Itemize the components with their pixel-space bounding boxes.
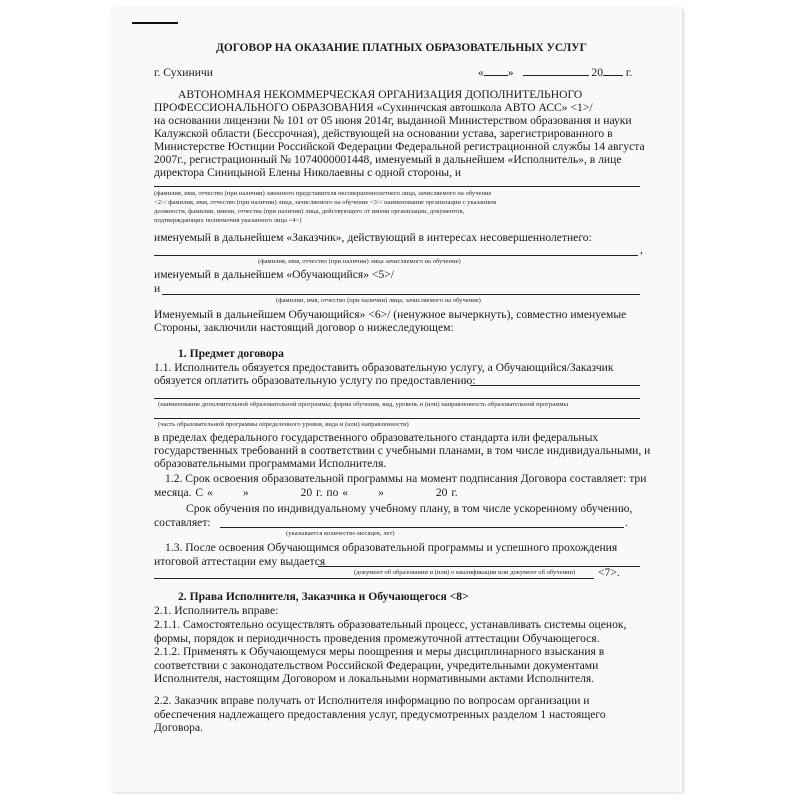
term-dates: месяца. С « » 20 г. по « » 20 г. (154, 486, 458, 499)
s1-p5-line1: 1.3. После освоения Обучающимся образовательной программы и успешного прохождения (165, 541, 618, 554)
s1-p2-line3: образовательными программами Исполнителя. (154, 457, 387, 470)
s1-caption-4: (документ об образовании и (или) о квалификации или документ об обучении) (354, 569, 576, 576)
s2-p22-line3: Договора. (154, 721, 204, 734)
rep-caption-3: должности, фамилии, имени, отчества (при наличии) лица, действующего от имени организации, документов, (154, 208, 465, 215)
section-2-heading: 2. Права Исполнителя, Заказчика и Обучающегося <8> (178, 590, 469, 603)
comma: , (640, 243, 643, 256)
s1-caption-3: (указывается количество месяцев, лет) (286, 530, 395, 537)
s1-p3-line1: 1.2. Срок освоения образовательной программы на момент подписания Договора составляет: три (165, 472, 647, 485)
s1-caption-1: (наименование дополнительной образовательной программы; форма обучения, вид, уровень и (или) направленность образовательной программы (158, 401, 569, 408)
rep-caption-1: (фамилия, имя, отчество (при наличии) законного представителя несовершеннолетнего лица, зачисляемого на обучение (154, 190, 492, 197)
date-field: « » 20 г. (478, 66, 633, 79)
student-line: именуемый в дальнейшем «Обучающийся» <5>/ (154, 268, 395, 281)
s2-p212-line3: Исполнителя, настоящим Договором и локальными нормативными актами Исполнителя. (154, 672, 595, 685)
city: г. Сухиничи (154, 66, 213, 79)
s2-p22-line2: обеспечения надлежащего предоставления услуг, предусмотренных разделом 1 настоящего (154, 708, 606, 721)
student-line-1 (154, 255, 638, 256)
s1-p1-line1: 1.1. Исполнитель обязуется предоставить образовательную услугу, а Обучающийся/Заказчик (154, 361, 614, 374)
org-line-4: Калужской области (Бессрочная), действующей на основании устава, зарегистрированного в (154, 127, 613, 140)
student-caption-2: (фамилии, имя, отчество (при наличии) лица, зачисляемого на обучение) (276, 297, 481, 304)
s1-p4-line2: составляет: (154, 516, 211, 529)
document-blank-1 (318, 566, 640, 567)
s2-p22-line1: 2.2. Заказчик вправе получать от Исполнителя информацию по вопросам организации и (154, 694, 590, 707)
document-title: ДОГОВОР НА ОКАЗАНИЕ ПЛАТНЫХ ОБРАЗОВАТЕЛЬНЫХ УСЛУГ (216, 42, 587, 54)
service-blank-1 (470, 385, 640, 386)
student-line-2 (162, 294, 640, 295)
rep-line (154, 186, 640, 187)
rep-caption-2: <2>/ фамилия, имя, отчество (при наличии) лица, зачисляемого на обучение <3>/ наименование организации с указанием (154, 199, 497, 206)
s1-p2-line2: государственных требований в соответствии с учебными планами, в том числе индивидуальными, и (154, 444, 651, 457)
service-blank-3 (154, 418, 640, 419)
org-line-5: Министерстве Юстиции Российской Федерации Федеральной регистрационной службы 14 августа (154, 140, 645, 153)
s2-p212-line2: соответствии с законодательством Российской Федерации, учредительными документами (154, 659, 599, 672)
section-1-heading: 1. Предмет договора (178, 347, 284, 360)
s1-p5-line2: итоговой аттестации ему выдается (154, 555, 326, 568)
ref-7: <7>. (598, 566, 620, 579)
s2-p212-line1: 2.1.2. Применять к Обучающемуся меры поощрения и меры дисциплинарного взыскания в (154, 645, 605, 658)
corner-mark (132, 22, 178, 24)
s2-p21: 2.1. Исполнитель вправе: (154, 604, 279, 617)
s2-p211-line2: формы, порядок и периодичность проведения промежуточной аттестации Обучающегося. (154, 632, 600, 645)
org-line-7: директора Синицыной Елены Николаевны с одной стороны, и (154, 166, 462, 179)
s2-p211-line1: 2.1.1. Самостоятельно осуществлять образовательный процесс, устанавливать системы оценок, (154, 618, 627, 631)
and-word: и (154, 282, 161, 295)
term-dot: . (625, 516, 628, 529)
org-line-2: ПРОФЕССИОНАЛЬНОГО ОБРАЗОВАНИЯ «Сухиничская автошкола АВТО АСС» <1>/ (154, 101, 593, 114)
s1-caption-2: (часть образовательной программы определенного уровня, вида и (или) направленности) (158, 421, 409, 428)
document-blank-2 (154, 578, 594, 579)
org-line-3: на основании лицензии № 101 от 05 июня 2014г, выданной Министерством образования и науки (154, 114, 632, 127)
outro-line-1: Именуемый в дальнейшем Обучающийся» <6>/ (ненужное вычеркнуть), совместно именуемые (154, 308, 627, 321)
org-line-6: 2007г., регистрационный № 1074000001448, именуемый в дальнейшем «Исполнитель», в лице (154, 153, 622, 166)
org-line-1: АВТОНОМНАЯ НЕКОММЕРЧЕСКАЯ ОРГАНИЗАЦИЯ ДОПОЛНИТЕЛЬНОГО (178, 88, 583, 101)
customer-line: именуемый в дальнейшем «Заказчик», действующий в интересах несовершеннолетнего: (154, 231, 592, 244)
rep-caption-4: подтверждающих полномочия указанного лица <4>) (154, 217, 302, 224)
s1-p2-line1: в пределах федерального государственного образовательного стандарта или федеральных (154, 431, 599, 444)
s1-p4-line1: Срок обучения по индивидуальному учебному плану, в том числе ускоренному обучению, (186, 502, 633, 515)
term-blank (220, 527, 624, 528)
service-blank-2 (154, 398, 640, 399)
outro-line-2: Стороны, заключили настоящий договор о нижеследующем: (154, 321, 454, 334)
student-caption-1: (фамилия, имя, отчество (при наличии) лица зачисляемого на обучение) (258, 258, 461, 265)
s1-p1-line2: обязуется оплатить образовательную услугу по предоставлению: (154, 374, 476, 387)
